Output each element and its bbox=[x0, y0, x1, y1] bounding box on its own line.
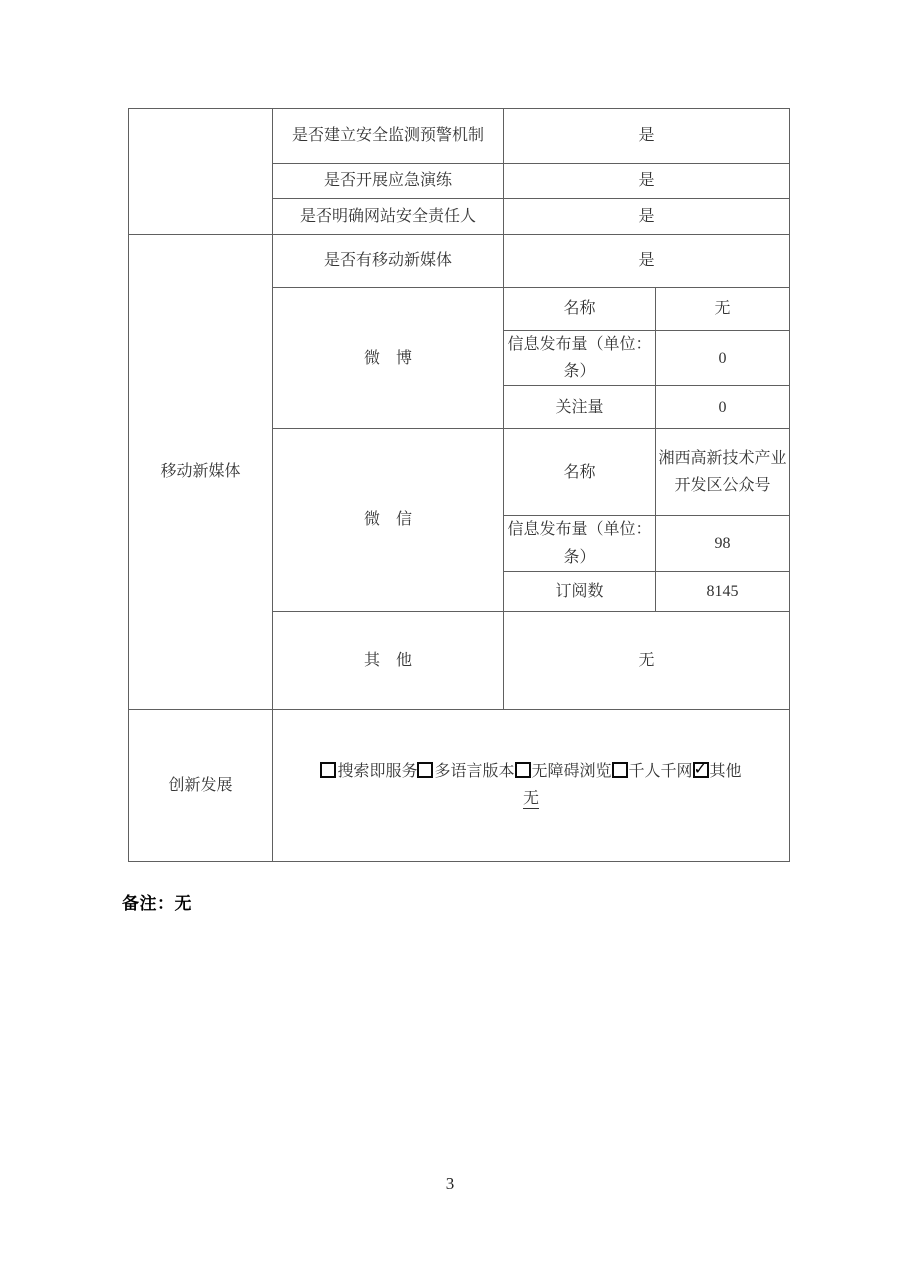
row-label-emergency-drill: 是否开展应急演练 bbox=[273, 164, 504, 199]
checkbox-checked-icon bbox=[693, 762, 709, 778]
checkbox-icon bbox=[515, 762, 531, 778]
group-cell-wechat: 微 信 bbox=[273, 429, 504, 611]
checkbox-icon bbox=[612, 762, 628, 778]
group-cell-empty bbox=[129, 109, 273, 235]
table-row bbox=[129, 235, 790, 288]
row-value-security-monitor: 是 bbox=[504, 109, 790, 164]
weibo-name-label: 名称 bbox=[504, 288, 656, 331]
report-table bbox=[128, 108, 790, 862]
option-label: 无障碍浏览 bbox=[531, 763, 612, 781]
option-personalized bbox=[612, 763, 693, 780]
innovation-content-cell bbox=[273, 709, 790, 861]
wechat-name-label: 名称 bbox=[504, 429, 656, 516]
option-label: 其他 bbox=[709, 763, 742, 781]
innovation-options bbox=[273, 758, 789, 785]
table-row bbox=[129, 109, 790, 164]
table-row bbox=[129, 709, 790, 861]
option-other bbox=[693, 763, 742, 780]
wechat-subscribers-label: 订阅数 bbox=[504, 571, 656, 611]
option-label: 搜索即服务 bbox=[337, 763, 418, 781]
weibo-name-value: 无 bbox=[656, 288, 790, 331]
row-label-security-officer: 是否明确网站安全责任人 bbox=[273, 199, 504, 235]
weibo-followers-value: 0 bbox=[656, 386, 790, 429]
option-label: 多语言版本 bbox=[434, 763, 515, 781]
option-search-service bbox=[320, 763, 417, 780]
innovation-other-value: 无 bbox=[523, 790, 540, 808]
row-value-other-media: 无 bbox=[504, 611, 790, 709]
wechat-posts-label: 信息发布量（单位：条） bbox=[504, 516, 656, 571]
weibo-posts-value: 0 bbox=[656, 331, 790, 386]
row-value-security-officer: 是 bbox=[504, 199, 790, 235]
row-label-security-monitor: 是否建立安全监测预警机制 bbox=[273, 109, 504, 164]
wechat-subscribers-value: 8145 bbox=[656, 571, 790, 611]
remark-text: 备注：无 bbox=[122, 894, 192, 913]
weibo-followers-label: 关注量 bbox=[504, 386, 656, 429]
group-cell-weibo: 微 博 bbox=[273, 288, 504, 429]
option-multilingual bbox=[417, 763, 514, 780]
row-label-other-media: 其 他 bbox=[273, 611, 504, 709]
checkbox-icon bbox=[417, 762, 433, 778]
group-cell-innovation: 创新发展 bbox=[129, 709, 273, 861]
option-accessibility bbox=[515, 763, 612, 780]
page-number: 3 bbox=[445, 1174, 455, 1193]
option-label: 千人千网 bbox=[628, 763, 693, 781]
innovation-other-detail bbox=[273, 785, 789, 812]
row-value-has-mobile-media: 是 bbox=[504, 235, 790, 288]
row-value-emergency-drill: 是 bbox=[504, 164, 790, 199]
wechat-name-value: 湘西高新技术产业开发区公众号 bbox=[656, 429, 790, 516]
wechat-posts-value: 98 bbox=[656, 516, 790, 571]
row-label-has-mobile-media: 是否有移动新媒体 bbox=[273, 235, 504, 288]
group-cell-mobile-media: 移动新媒体 bbox=[129, 235, 273, 710]
checkbox-icon bbox=[320, 762, 336, 778]
weibo-posts-label: 信息发布量（单位：条） bbox=[504, 331, 656, 386]
